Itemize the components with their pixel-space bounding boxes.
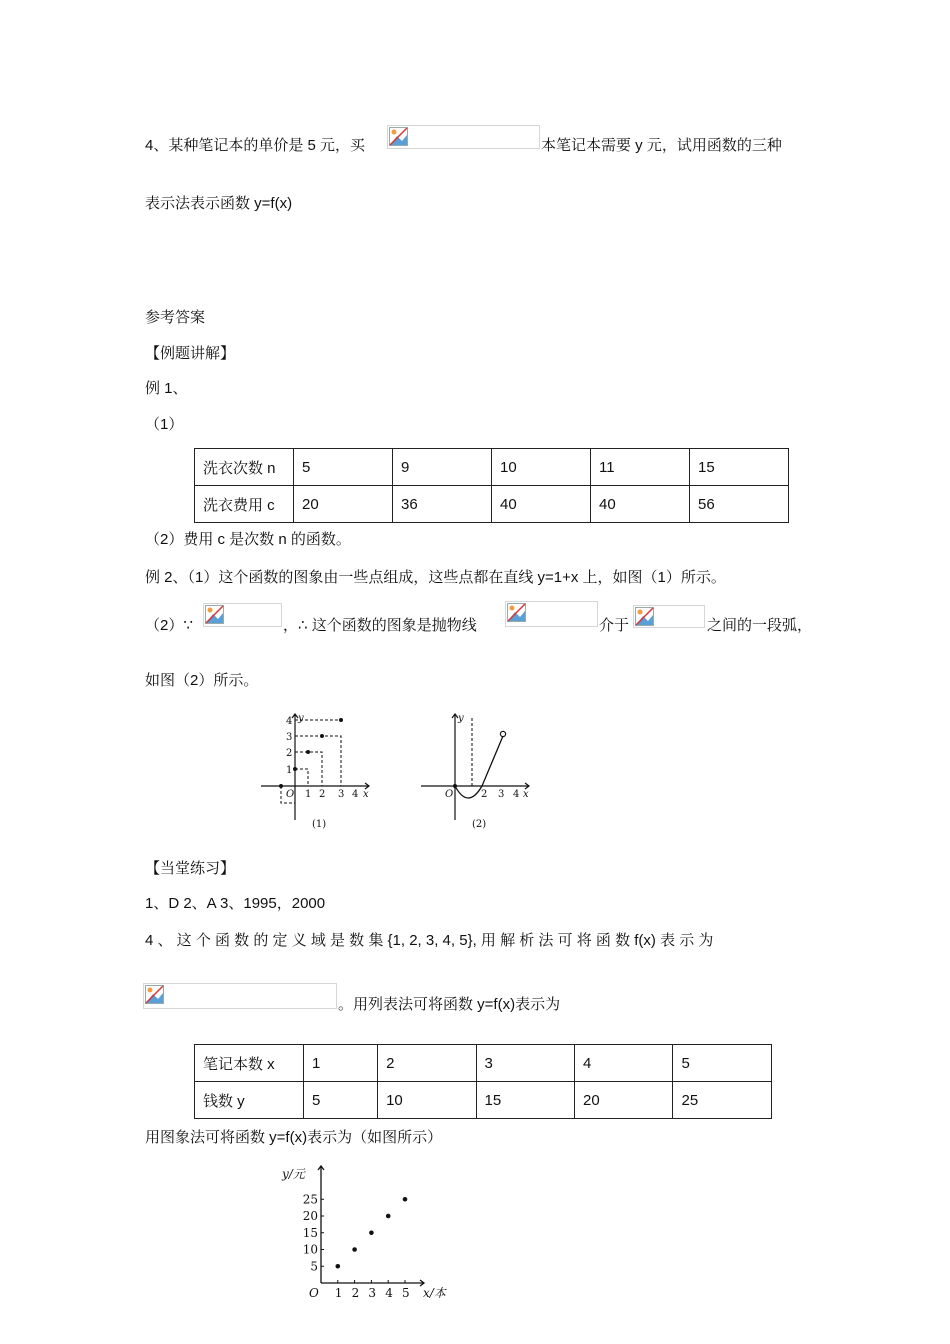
figure-caption: (1) (312, 819, 327, 830)
table-row (195, 486, 789, 523)
table-cell: 9 (393, 449, 492, 486)
x-tick-label: 5 (402, 1286, 410, 1300)
y-tick-label: 5 (310, 1259, 318, 1274)
table-cell: 15 (476, 1082, 574, 1119)
parabola-arc (455, 736, 503, 798)
broken-image-icon (145, 985, 164, 1004)
x-axis-label: x (363, 789, 369, 800)
figure-1-points-graph (255, 710, 380, 832)
formula-image-placeholder (143, 983, 337, 1009)
practice-answers: 1、D 2、A 3、1995，2000 (145, 895, 326, 912)
example2-line3: 如图（2）所示。 (145, 672, 259, 689)
y-axis-label: y/元 (282, 1167, 305, 1181)
y-tick-label: 3 (286, 732, 293, 743)
section-examples-heading: 【例题讲解】 (145, 345, 236, 362)
data-point (369, 1230, 374, 1235)
q4-text-a: 4、某种笔记本的单价是 5 元，买 (145, 137, 366, 154)
table-cell: 56 (690, 486, 789, 523)
y-tick-label: 25 (302, 1192, 318, 1207)
table-cell: 36 (393, 486, 492, 523)
data-point (386, 1214, 391, 1219)
table-cell: 2 (378, 1045, 476, 1082)
formula-image-placeholder (387, 125, 540, 149)
x-tick-label: 3 (338, 789, 345, 800)
x-axis-label: x/本 (423, 1286, 446, 1300)
broken-image-icon (389, 127, 408, 146)
practice4-line2: 。用列表法可将函数 y=f(x)表示为 (338, 996, 561, 1013)
q4-text-b: 本笔记本需要 y 元，试用函数的三种 (541, 137, 782, 154)
answers-title: 参考答案 (145, 309, 206, 326)
x-tick-label: 2 (319, 789, 326, 800)
table-cell: 5 (304, 1082, 378, 1119)
x-axis-label: x (523, 789, 529, 800)
wash-table (194, 448, 789, 523)
table-cell: 11 (591, 449, 690, 486)
figure-2-parabola-graph (415, 710, 540, 832)
x-tick-label: 4 (385, 1286, 393, 1300)
figure-caption: (2) (472, 819, 487, 830)
x-tick-label: 4 (352, 789, 359, 800)
practice4-line1: 4 、 这 个 函 数 的 定 义 域 是 数 集 {1, 2, 3, 4, 5}, 用 解 析 法 可 将 函 数 f(x) 表 示 为 (145, 932, 714, 949)
x-tick-label: 3 (368, 1286, 377, 1300)
table-cell: 3 (476, 1045, 574, 1082)
y-tick-label: 20 (302, 1209, 318, 1223)
table-cell: 20 (575, 1082, 673, 1119)
y-axis-label: y (458, 713, 464, 724)
example2-text-b: ，∴ 这个函数的图象是抛物线 (283, 617, 477, 634)
table-cell: 洗衣次数 n (195, 449, 294, 486)
table-cell: 钱数 y (195, 1082, 304, 1119)
example2-text-a: （2）∵ (145, 617, 193, 634)
origin-label: O (309, 1286, 319, 1300)
example1-part1: （1） (145, 416, 184, 433)
x-tick-label: 3 (498, 789, 505, 800)
data-point (403, 1197, 408, 1202)
broken-image-icon (507, 603, 526, 622)
table-cell: 20 (294, 486, 393, 523)
broken-image-icon (635, 607, 654, 626)
origin-label: O (286, 789, 295, 800)
table-cell: 15 (690, 449, 789, 486)
y-tick-label: 10 (302, 1242, 318, 1257)
y-tick-label: 1 (286, 765, 293, 776)
table-cell: 10 (492, 449, 591, 486)
table-cell: 5 (294, 449, 393, 486)
table-row (195, 1082, 772, 1119)
table-cell: 4 (575, 1045, 673, 1082)
table-cell: 40 (591, 486, 690, 523)
example1-label: 例 1、 (145, 380, 188, 397)
x-tick-label: 2 (351, 1286, 360, 1300)
table-cell: 洗衣费用 c (195, 486, 294, 523)
x-tick-label: 1 (334, 1286, 343, 1300)
x-tick-label: 2 (481, 789, 488, 800)
data-point (352, 1247, 357, 1252)
table-row (195, 1045, 772, 1082)
scatter-chart (278, 1158, 463, 1308)
x-tick-label: 1 (305, 789, 312, 800)
table-cell: 1 (304, 1045, 378, 1082)
y-tick-label: 15 (302, 1225, 318, 1240)
formula-image-placeholder (633, 605, 705, 628)
table-cell: 10 (378, 1082, 476, 1119)
origin-label: O (445, 789, 454, 800)
formula-image-placeholder (505, 601, 598, 627)
table-row (195, 449, 789, 486)
y-tick-label: 2 (286, 748, 293, 759)
broken-image-icon (205, 605, 224, 624)
section-practice-heading: 【当堂练习】 (145, 860, 236, 877)
example2-line1: 例 2、（1）这个函数的图象由一些点组成，这些点都在直线 y=1+x 上，如图（1）所示。 (145, 569, 726, 586)
example2-text-d: 之间的一段弧， (707, 617, 813, 634)
practice4-line3: 用图象法可将函数 y=f(x)表示为（如图所示） (145, 1129, 443, 1146)
q4-line1 (145, 134, 365, 155)
table-cell: 笔记本数 x (195, 1045, 304, 1082)
table-cell: 40 (492, 486, 591, 523)
y-tick-label: 4 (286, 716, 293, 727)
notebook-table (194, 1044, 772, 1119)
table-cell: 25 (673, 1082, 772, 1119)
y-axis-label: y (298, 713, 304, 724)
x-tick-label: 4 (513, 789, 520, 800)
data-point (336, 1264, 341, 1269)
table-cell: 5 (673, 1045, 772, 1082)
formula-image-placeholder (203, 603, 282, 627)
q4-line2: 表示法表示函数 y=f(x) (145, 195, 293, 212)
example1-part2: （2）费用 c 是次数 n 的函数。 (145, 531, 351, 548)
example2-text-c: 介于 (599, 617, 630, 634)
